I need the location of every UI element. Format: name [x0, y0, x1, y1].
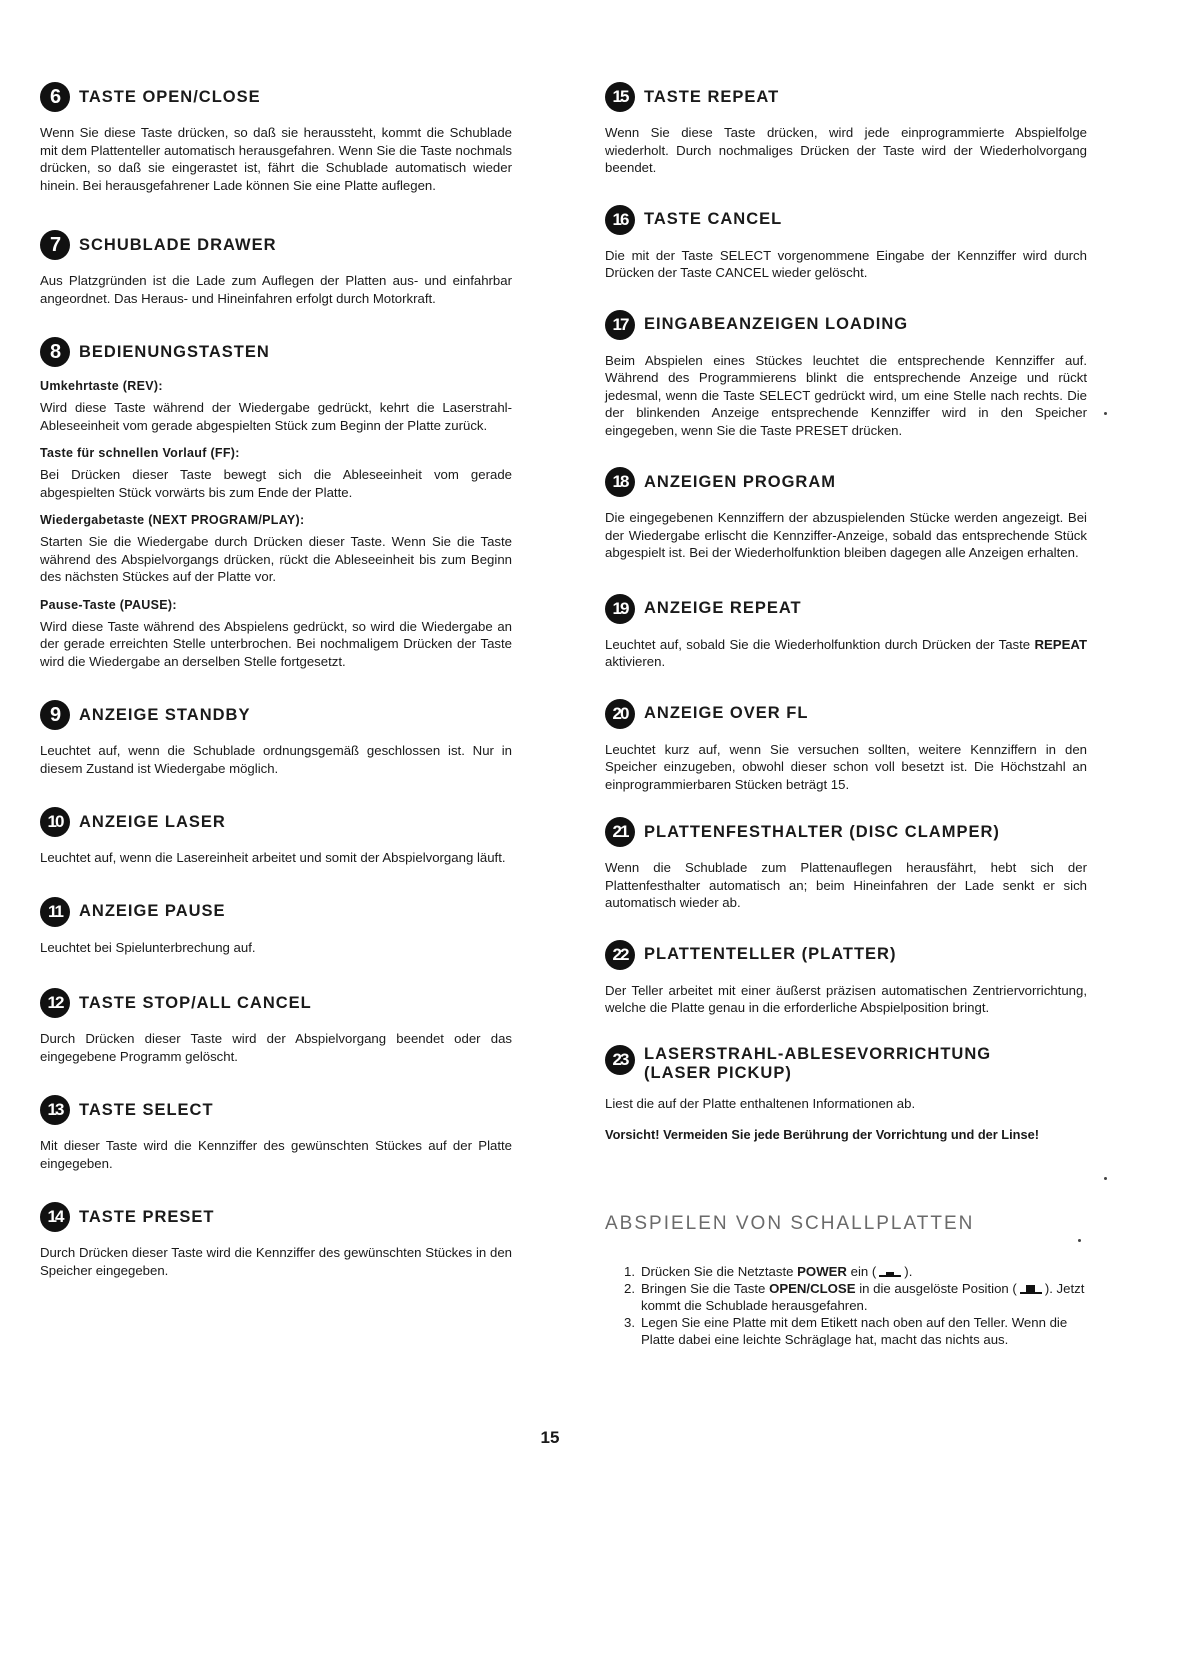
section-body: Leuchtet bei Spielunterbrechung auf. [40, 939, 256, 955]
section-11 [40, 897, 512, 957]
section-body: Der Teller arbeitet mit einer äußerst präzisen automatischen Zentriervorrichtung, welche die Platte genau in die erforderliche Abspielposition bringt. [605, 982, 1087, 1015]
number-badge: 11 [40, 897, 70, 927]
section-22 [605, 940, 1087, 1017]
section-9 [40, 700, 512, 777]
number-badge: 9 [40, 700, 70, 730]
number-badge: 10 [40, 807, 70, 837]
section-13 [40, 1095, 512, 1172]
section-8 [40, 337, 512, 670]
section-body: Die eingegebenen Kennziffern der abzuspielenden Stücke werden angezeigt. Bei der Wiedergabe erlischt die Kennziffer-Anzeige, sobald das entsprechende Stück abgespielt ist. Bei der Wiederholfunktion bleiben dagegen alle Anzeigen erhalten. [605, 510, 1087, 560]
number-badge: 16 [605, 205, 635, 235]
section-16 [605, 205, 1087, 282]
step-text-part: ein ( [846, 1264, 877, 1279]
section-6 [40, 82, 512, 194]
section-body: Wenn Sie diese Taste drücken, wird jede einprogrammierte Abspielfolge wiederholt. Durch nochmaliges Drücken der Taste wird der Wiederholvorgang beendet. [605, 125, 1087, 175]
section-body: Liest die auf der Platte enthaltenen Informationen ab. [605, 1095, 916, 1111]
title-line: LASERSTRAHL-ABLESEVORRICHTUNG [644, 1044, 992, 1063]
section-title: BEDIENUNGSTASTEN [79, 342, 270, 361]
number-badge: 17 [605, 310, 635, 340]
section-title: TASTE OPEN/CLOSE [79, 87, 261, 106]
section-title [644, 1045, 991, 1083]
number-badge: 22 [605, 940, 635, 970]
body-text: aktivieren. [605, 654, 666, 669]
section-body: Die mit der Taste SELECT vorgenommene Eingabe der Kennziffer wird durch Drücken der Taste CANCEL wieder gelöscht. [605, 247, 1087, 280]
section-body: Leuchtet auf, wenn die Lasereinheit arbeitet und somit der Abspielvorgang läuft. [40, 850, 506, 865]
section-title: TASTE REPEAT [644, 87, 780, 106]
section-body: Mit dieser Taste wird die Kennziffer des gewünschten Stückes auf der Platte eingegeben. [40, 1138, 512, 1171]
section-20 [605, 699, 1087, 794]
subsection-label: Wiedergabetaste (NEXT PROGRAM/PLAY): [40, 513, 305, 527]
right-column [605, 82, 1087, 1348]
number-badge: 8 [40, 337, 70, 367]
number-badge: 6 [40, 82, 70, 112]
section-7 [40, 230, 512, 307]
scan-speck [1104, 1177, 1107, 1180]
list-item [605, 1263, 1087, 1280]
section-15 [605, 82, 1087, 177]
section-title: TASTE PRESET [79, 1207, 215, 1226]
playback-steps [605, 1263, 1087, 1348]
body-text: Leuchtet auf, sobald Sie die Wiederholfunktion durch Drücken der Taste [605, 636, 1035, 652]
section-21 [605, 817, 1087, 912]
section-title: PLATTENFESTHALTER (DISC CLAMPER) [644, 822, 1000, 841]
section-title: TASTE CANCEL [644, 210, 783, 228]
number-badge: 12 [40, 988, 70, 1018]
section-12 [40, 988, 512, 1065]
section-title: ANZEIGE OVER FL [644, 704, 809, 722]
section-body: Durch Drücken dieser Taste wird die Kennziffer des gewünschten Stückes in den Speicher eingegeben. [40, 1245, 512, 1278]
section-title: ANZEIGE REPEAT [644, 599, 802, 617]
subsection-label: Pause-Taste (PAUSE): [40, 597, 177, 612]
number-badge: 18 [605, 467, 635, 497]
step-text: Legen Sie eine Platte mit dem Etikett nach oben auf den Teller. Wenn die Platte dabei eine leichte Schräglage hat, macht das nichts aus. [641, 1315, 1068, 1347]
section-title: ANZEIGEN PROGRAM [644, 472, 837, 491]
section-10 [40, 807, 512, 867]
subsection-body: Starten Sie die Wiedergabe durch Drücken dieser Taste. Wenn Sie die Taste während des Abspielvorgangs drücken, rückt die Ableseeinheit bis zum Beginn des nächsten Stückes auf der Platte vor. [40, 534, 512, 584]
warning-text: Vorsicht! Vermeiden Sie jede Berührung der Vorrichtung und der Linse! [605, 1127, 1039, 1142]
section-body: Durch Drücken dieser Taste wird der Abspielvorgang beendet oder das eingegebene Programm gelöscht. [40, 1031, 512, 1064]
section-body: Wenn die Schublade zum Plattenauflegen herausfährt, hebt sich der Plattenfesthalter automatisch an; beim Hineinfahren der Lade senkt er sich automatisch wieder ab. [605, 860, 1087, 910]
playback-heading: ABSPIELEN VON SCHALLPLATTEN [605, 1213, 975, 1234]
list-item [605, 1314, 1087, 1348]
step-bold: OPEN/CLOSE [769, 1281, 856, 1296]
subsection-body: Bei Drücken dieser Taste bewegt sich die Ableseeinheit vom gerade abgespielten Stück vorwärts bis zum Ende der Platte. [40, 467, 512, 500]
number-badge: 21 [605, 817, 635, 847]
section-title: ANZEIGE LASER [79, 812, 226, 831]
section-19 [605, 594, 1087, 671]
section-18 [605, 467, 1087, 562]
step-text-part: Bringen Sie die Taste [641, 1281, 770, 1296]
section-title: TASTE STOP/ALL CANCEL [79, 993, 312, 1012]
step-number: 3. [624, 1315, 635, 1330]
section-title: PLATTENTELLER (PLATTER) [644, 945, 897, 963]
section-14 [40, 1202, 512, 1279]
step-text-part: ). [904, 1264, 913, 1279]
section-body: Leuchtet auf, wenn die Schublade ordnungsgemäß geschlossen ist. Nur in diesem Zustand ist Wiedergabe möglich. [40, 743, 512, 776]
section-body [605, 636, 1087, 671]
list-item [605, 1280, 1087, 1314]
subsection-label: Umkehrtaste (REV): [40, 379, 163, 393]
number-badge: 23 [605, 1045, 635, 1075]
step-number: 2. [624, 1281, 635, 1296]
number-badge: 7 [40, 230, 70, 260]
left-column [40, 82, 512, 1279]
section-23 [605, 1045, 1087, 1144]
body-bold: REPEAT [1034, 636, 1087, 652]
number-badge: 14 [40, 1202, 70, 1232]
section-17 [605, 310, 1087, 440]
section-body: Leuchtet kurz auf, wenn Sie versuchen sollten, weitere Kennziffern in den Speicher einzugeben, obwohl dieser schon voll besetzt ist. Die Höchstzahl an einprogrammierbaren Stücken beträgt 15. [605, 741, 1087, 792]
section-title: ANZEIGE PAUSE [79, 902, 226, 920]
subsection-body: Wird diese Taste während der Wiedergabe gedrückt, kehrt die Laserstrahl-Ableseeinheit vom gerade abgespielten Stück zum Beginn der Platte zurück. [40, 400, 512, 433]
step-text-part: Drücken Sie die Netztaste [641, 1264, 798, 1279]
step-text-part: in die ausgelöste Position ( [855, 1281, 1017, 1296]
section-body: Wenn Sie diese Taste drücken, so daß sie heraussteht, kommt die Schublade mit dem Plattenteller automatisch herausgefahren. Wenn Sie die Taste nochmals drücken, so daß sie eingerastet ist, fährt die Schublade automatisch wieder hinein. Bei herausgefahrener Lade können Sie eine Platte auflegen. [40, 125, 512, 193]
scan-speck [1078, 1239, 1081, 1242]
section-title: TASTE SELECT [79, 1100, 214, 1119]
step-text [641, 1263, 912, 1280]
button-up-icon [879, 1269, 901, 1277]
scan-speck [1104, 412, 1107, 415]
section-body: Aus Platzgründen ist die Lade zum Auflegen der Platten aus- und einfahrbar angeordnet. Das Heraus- und Hineinfahren erfolgt durch Motorkraft. [40, 273, 512, 306]
step-text-part: ). Jetzt kommt die Schublade herausgefahren. [641, 1281, 1085, 1313]
number-badge: 15 [605, 82, 635, 112]
title-line: (LASER PICKUP) [644, 1063, 792, 1082]
button-released-icon [1020, 1286, 1042, 1294]
section-title: SCHUBLADE DRAWER [79, 235, 277, 254]
page-number: 15 [540, 1428, 560, 1447]
number-badge: 13 [40, 1095, 70, 1125]
step-text [641, 1280, 1087, 1314]
section-title: EINGABEANZEIGEN LOADING [644, 315, 909, 333]
subsection-body: Wird diese Taste während des Abspielens gedrückt, so wird die Wiedergabe an der gerade erreichten Stelle unterbrochen. Bei nochmaligem Drücken der Taste wird die Wiedergabe an derselben Stelle fortgesetzt. [40, 618, 512, 669]
number-badge: 19 [605, 594, 635, 624]
step-bold: POWER [797, 1264, 847, 1279]
section-title: ANZEIGE STANDBY [79, 705, 251, 724]
subsection-label: Taste für schnellen Vorlauf (FF): [40, 446, 240, 460]
section-body: Beim Abspielen eines Stückes leuchtet die entsprechende Kennziffer auf. Während des Programmierens blinkt die entsprechende Anzeige und rückt jedesmal, wenn die Taste SELECT gedrückt wird, um eine Stelle nach rechts. Die der blinkenden Anzeige entsprechende Kennziffer wird in den Speicher eingegeben, wenn Sie die Taste PRESET drücken. [605, 352, 1087, 438]
number-badge: 20 [605, 699, 635, 729]
step-number: 1. [624, 1264, 635, 1279]
